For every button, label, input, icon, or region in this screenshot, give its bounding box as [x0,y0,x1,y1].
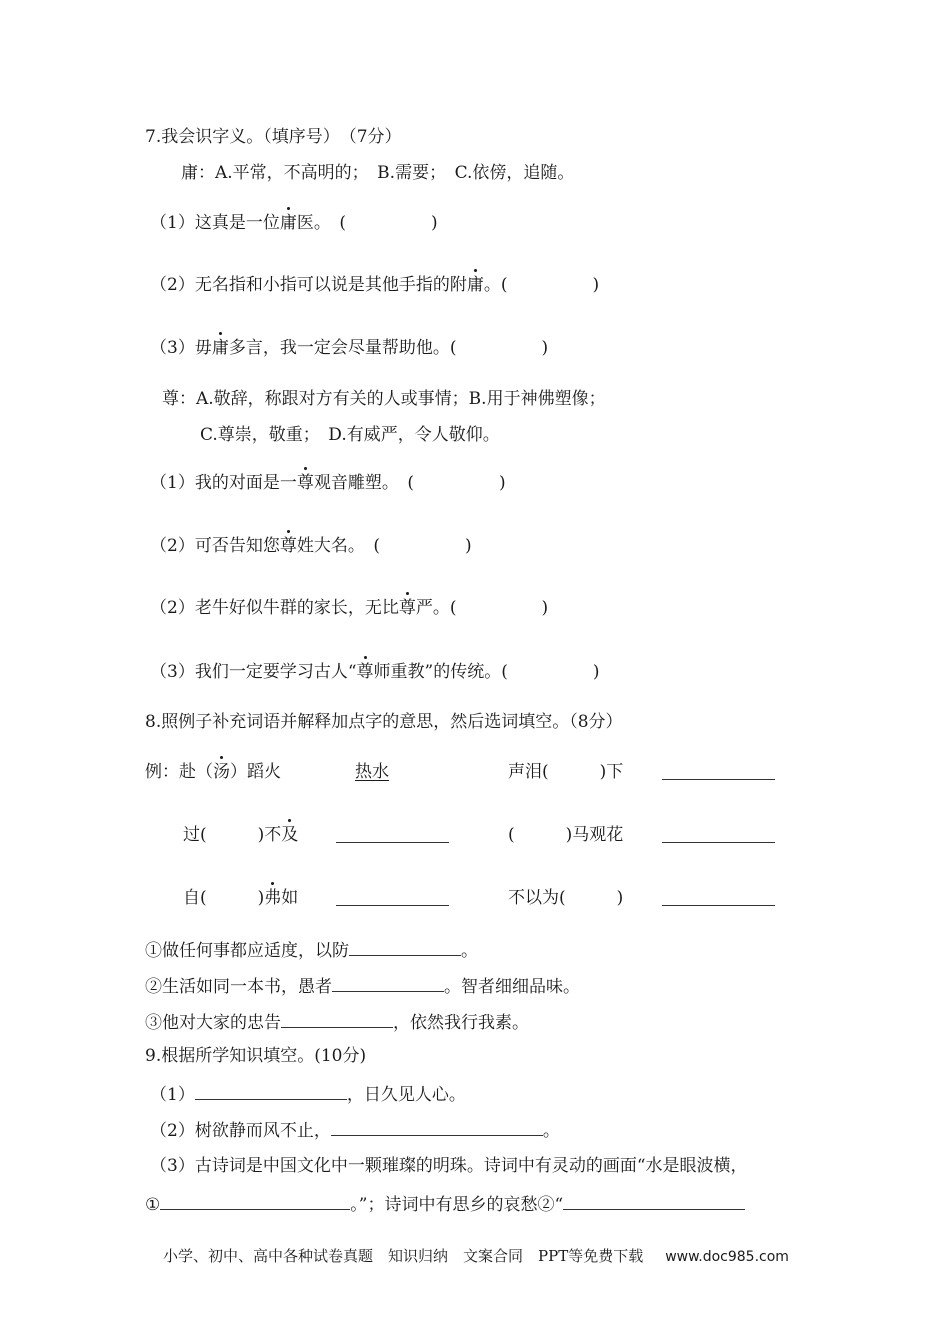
q8-example-answer: 热水 [355,762,389,782]
q7-zun-item-4: （3）我们一定要学习古人“尊师重教”的传统。( ) [150,662,600,682]
footer [163,1245,789,1268]
fill-blank[interactable] [160,1191,350,1210]
q8-word-1-blank[interactable] [662,761,775,786]
q8-word-3-blank[interactable] [662,824,775,849]
fill-blank[interactable] [563,1191,745,1210]
q9-line-3: （3）古诗词是中国文化中一颗璀璨的明珠。诗词中有灵动的画面“水是眼波横， [150,1156,748,1176]
fill-blank[interactable] [331,1117,543,1136]
q8-word-4: 自( )弗如 [183,888,299,908]
fill-blank[interactable] [349,937,461,956]
q8-word-5-blank[interactable] [662,887,775,912]
q9-title: 9.根据所学知识填空。(10分) [145,1046,367,1066]
dotted-char: 尊 [356,662,374,682]
zun-definition-1: 尊：A.敬辞，称跟对方有关的人或事情；B.用于神佛塑像； [162,389,606,409]
fill-blank[interactable] [195,1081,347,1100]
q8-sentence-2: ②生活如同一本书，愚者 。智者细细品味。 [145,973,580,998]
dotted-char: 尊 [296,473,314,493]
footer-text: 小学、初中、高中各种试卷真题 知识归纳 文案合同 PPT等免费下载 [163,1247,644,1265]
dotted-char: 庸 [279,213,297,233]
q8-word-1: 声泪( )下 [508,762,624,782]
q9-line-1: （1） ，日久见人心。 [150,1081,466,1106]
dotted-char: 尊 [279,536,297,556]
q7-title: 7.我会识字义。（填序号） （7分） [145,127,402,147]
q7-yong-item-3: （3）毋庸多言，我一定会尽量帮助他。( ) [150,338,549,358]
fill-blank[interactable] [281,1009,393,1028]
dotted-char: 庸 [211,338,229,358]
q8-example: 例：赴（汤）蹈火 [145,762,281,782]
fill-blank[interactable] [332,973,444,992]
dotted-char: 尊 [398,598,416,618]
dotted-char: 及 [281,825,299,845]
q7-zun-item-3: （2）老牛好似牛群的家长，无比尊严。( ) [150,598,549,618]
q9-line-2: （2）树欲静而风不止， 。 [150,1117,560,1142]
q8-word-5: 不以为( ) [508,888,624,908]
dotted-char: 弗 [264,888,282,908]
q8-sentence-1: ①做任何事都应适度，以防 。 [145,937,478,962]
q8-word-4-blank[interactable] [336,887,449,912]
q8-word-2: 过( )不及 [183,825,299,845]
q7-yong-item-1: （1）这真是一位庸医。 ( ) [150,213,438,233]
footer-url[interactable]: www.doc985.com [665,1249,789,1265]
q8-word-2-blank[interactable] [336,824,449,849]
zun-definition-2: C.尊崇，敬重； D.有威严，令人敬仰。 [200,425,500,445]
q7-zun-item-2: （2）可否告知您尊姓大名。 ( ) [150,536,472,556]
dotted-char: 庸 [466,275,484,295]
q7-zun-item-1: （1）我的对面是一尊观音雕塑。 ( ) [150,473,506,493]
dotted-char: 汤 [213,762,230,782]
q8-sentence-3: ③他对大家的忠告 ，依然我行我素。 [145,1009,529,1034]
q7-yong-item-2: （2）无名指和小指可以说是其他手指的附庸。( ) [150,275,600,295]
q9-line-4: ① 。”；诗词中有思乡的哀愁②“ [145,1191,745,1216]
yong-definition: 庸：A.平常，不高明的； B.需要； C.依傍，追随。 [181,163,575,183]
q8-title: 8.照例子补充词语并解释加点字的意思，然后选词填空。（8分） [145,712,623,732]
q8-word-3: ( )马观花 [508,825,624,845]
